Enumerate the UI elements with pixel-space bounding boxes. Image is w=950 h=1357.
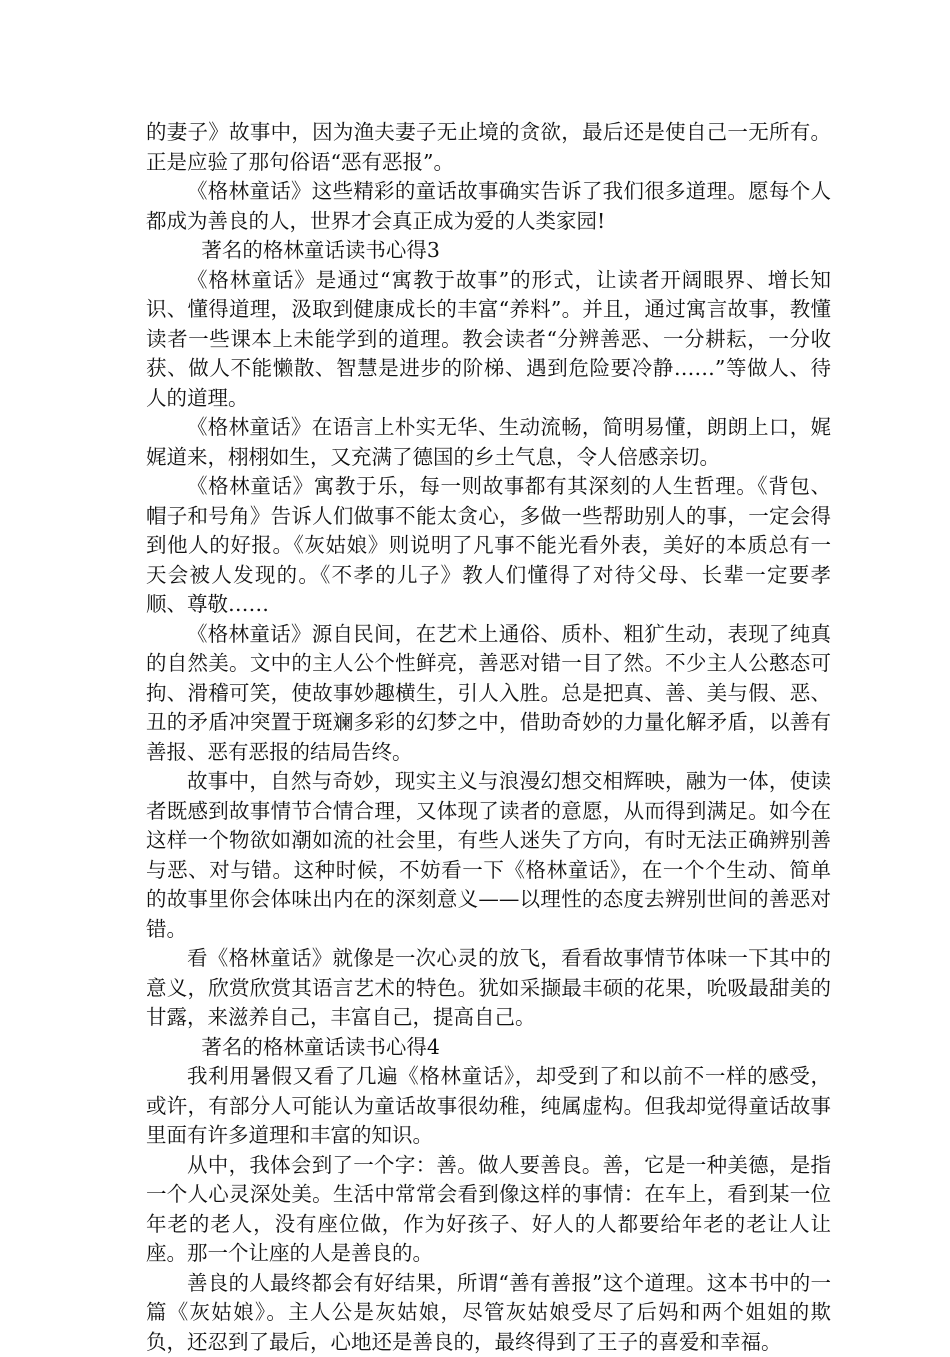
paragraph: 我利用暑假又看了几遍《格林童话》，却受到了和以前不一样的感受，或许，有部分人可能认为童话故事很幼稚，纯属虚构。但我却觉得童话故事里面有许多道理和丰富的知识。 xyxy=(146,1062,831,1151)
paragraph-continuation: 的妻子》故事中，因为渔夫妻子无止境的贪欲，最后还是使自己一无所有。正是应验了那句俗语“恶有恶报”。 xyxy=(146,118,831,177)
paragraph: 看《格林童话》就像是一次心灵的放飞，看看故事情节体味一下其中的意义，欣赏欣赏其语言艺术的特色。犹如采撷最丰硕的花果，吮吸最甜美的甘露，来滋养自己，丰富自己，提高自己。 xyxy=(146,944,831,1033)
section-heading: 著名的格林童话读书心得3 xyxy=(146,236,831,266)
paragraph: 从中，我体会到了一个字：善。做人要善良。善，它是一种美德，是指一个人心灵深处美。生活中常常会看到像这样的事情：在车上，看到某一位年老的老人，没有座位做，作为好孩子、好人的人都要给年老的老让人让座。那一个让座的人是善良的。 xyxy=(146,1151,831,1269)
paragraph: 故事中，自然与奇妙，现实主义与浪漫幻想交相辉映，融为一体，使读者既感到故事情节合情合理，又体现了读者的意愿，从而得到满足。如今在这样一个物欲如潮如流的社会里，有些人迷失了方向，有时无法正确辨别善与恶、对与错。这种时候，不妨看一下《格林童话》，在一个个生动、简单的故事里你会体味出内在的深刻意义——以理性的态度去辨别世间的善恶对错。 xyxy=(146,767,831,944)
section-heading: 著名的格林童话读书心得4 xyxy=(146,1033,831,1063)
paragraph: 《格林童话》寓教于乐，每一则故事都有其深刻的人生哲理。《背包、帽子和号角》告诉人们做事不能太贪心，多做一些帮助别人的事，一定会得到他人的好报。《灰姑娘》则说明了凡事不能光看外表，美好的本质总有一天会被人发现的。《不孝的儿子》教人们懂得了对待父母、长辈一定要孝顺、尊敬…… xyxy=(146,472,831,620)
paragraph: 《格林童话》这些精彩的童话故事确实告诉了我们很多道理。愿每个人都成为善良的人，世界才会真正成为爱的人类家园! xyxy=(146,177,831,236)
paragraph: 善良的人最终都会有好结果，所谓“善有善报”这个道理。这本书中的一篇《灰姑娘》。主人公是灰姑娘，尽管灰姑娘受尽了后妈和两个姐姐的欺负，还忍到了最后，心地还是善良的，最终得到了王子的喜爱和幸福。 xyxy=(146,1269,831,1357)
paragraph: 《格林童话》在语言上朴实无华、生动流畅，简明易懂，朗朗上口，娓娓道来，栩栩如生，又充满了德国的乡土气息，令人倍感亲切。 xyxy=(146,413,831,472)
document-body xyxy=(146,118,831,1357)
paragraph: 《格林童话》是通过“寓教于故事”的形式，让读者开阔眼界、增长知识、懂得道理，汲取到健康成长的丰富“养料”。并且，通过寓言故事，教懂读者一些课本上未能学到的道理。教会读者“分辨善恶、一分耕耘，一分收获、做人不能懒散、智慧是进步的阶梯、遇到危险要冷静……”等做人、待人的道理。 xyxy=(146,266,831,414)
paragraph: 《格林童话》源自民间，在艺术上通俗、质朴、粗犷生动，表现了纯真的自然美。文中的主人公个性鲜亮，善恶对错一目了然。不少主人公憨态可拘、滑稽可笑，使故事妙趣横生，引人入胜。总是把真、善、美与假、恶、丑的矛盾冲突置于斑斓多彩的幻梦之中，借助奇妙的力量化解矛盾，以善有善报、恶有恶报的结局告终。 xyxy=(146,620,831,768)
